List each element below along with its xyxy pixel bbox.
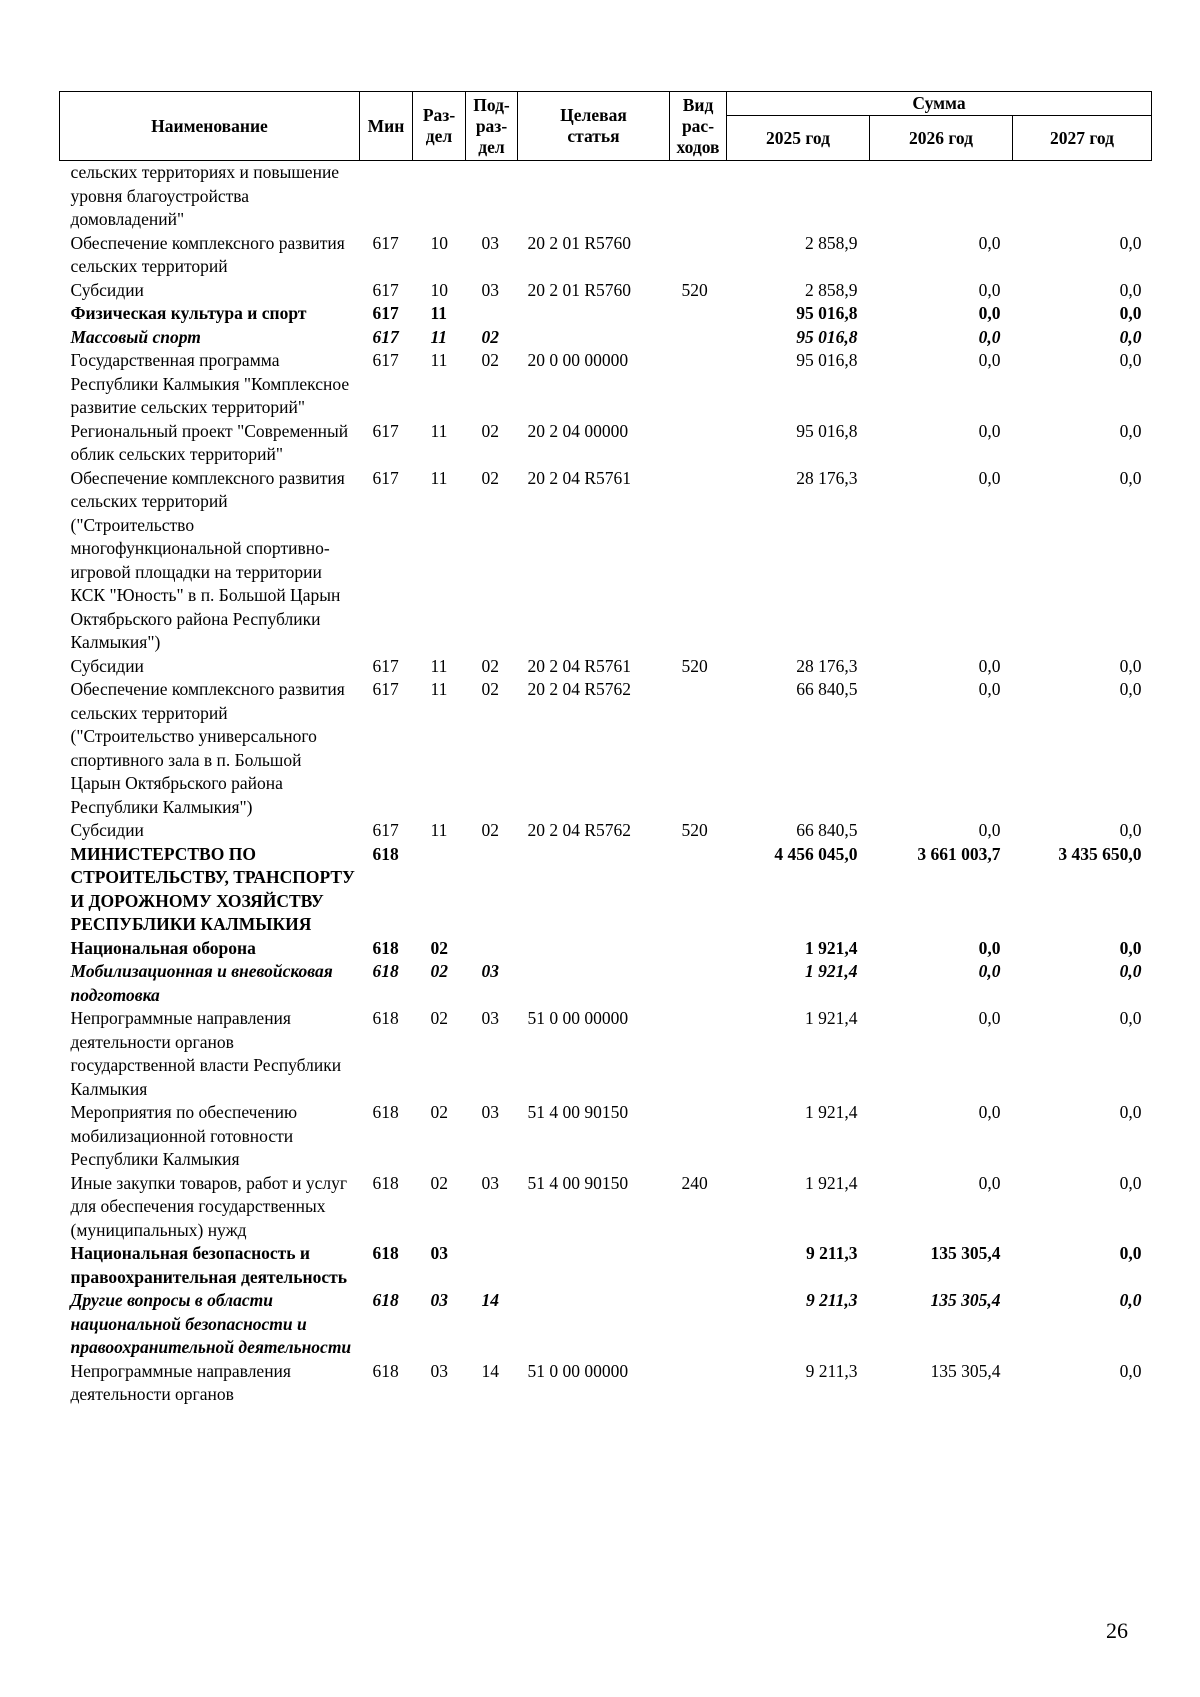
cell-razdel xyxy=(413,161,466,232)
table-row xyxy=(60,349,1152,420)
header-podrazdel: Под- раз- дел xyxy=(466,92,518,161)
cell-vid-rashodov xyxy=(670,960,727,1007)
cell-sum-2027 xyxy=(1013,161,1152,232)
cell-sum-2025: 1 921,4 xyxy=(805,937,858,958)
header-razdel: Раз- дел xyxy=(413,92,466,161)
cell-razdel: 11 xyxy=(430,679,448,699)
table-row xyxy=(60,302,1152,326)
table-row xyxy=(60,1007,1152,1101)
cell-sum-2027: 0,0 xyxy=(1119,350,1142,370)
cell-sum-2026: 135 305,4 xyxy=(930,1290,1001,1310)
cell-celevaya-statya: 20 2 04 R5761 xyxy=(527,655,632,676)
cell-sum-2027: 3 435 650,0 xyxy=(1058,843,1142,864)
cell-sum-2025: 1 921,4 xyxy=(805,1102,858,1122)
table-row xyxy=(60,1242,1152,1289)
table-row xyxy=(60,467,1152,655)
cell-sum-2026: 0,0 xyxy=(978,1008,1001,1028)
cell-sum-2025: 95 016,8 xyxy=(796,326,858,347)
cell-min: 617 xyxy=(372,679,399,699)
table-body xyxy=(60,161,1152,1407)
cell-podrazdel: 02 xyxy=(481,326,499,347)
cell-sum-2026: 0,0 xyxy=(978,350,1001,370)
cell-sum-2027: 0,0 xyxy=(1119,937,1142,958)
table-row xyxy=(60,161,1152,232)
cell-vid-rashodov xyxy=(670,1242,727,1289)
cell-sum-2025: 1 921,4 xyxy=(805,1172,858,1193)
cell-podrazdel xyxy=(466,1242,518,1289)
cell-razdel: 11 xyxy=(430,467,448,488)
header-celevaya-statya: Целевая статья xyxy=(518,92,670,161)
header-year-2027: 2027 год xyxy=(1013,116,1152,161)
table-row xyxy=(60,678,1152,819)
cell-sum-2026: 0,0 xyxy=(978,961,1001,981)
cell-razdel: 10 xyxy=(430,232,448,253)
header-vid-rashodov: Вид рас- ходов xyxy=(670,92,727,161)
cell-vid-rashodov xyxy=(670,843,727,937)
cell-sum-2027: 0,0 xyxy=(1119,232,1142,253)
cell-razdel xyxy=(413,843,466,937)
table-row xyxy=(60,960,1152,1007)
cell-sum-2027: 0,0 xyxy=(1119,1360,1142,1381)
cell-sum-2025: 28 176,3 xyxy=(796,655,858,676)
cell-sum-2026: 0,0 xyxy=(978,326,1001,347)
cell-vid-rashodov xyxy=(670,1360,727,1407)
cell-min: 617 xyxy=(372,350,399,370)
cell-vid-rashodov: 520 xyxy=(681,655,708,676)
cell-celevaya-statya: 20 2 04 R5762 xyxy=(527,820,632,840)
cell-celevaya-statya: 20 2 04 R5762 xyxy=(527,679,632,699)
cell-sum-2025: 9 211,3 xyxy=(805,1360,858,1381)
table-row xyxy=(60,937,1152,961)
table-row xyxy=(60,1289,1152,1360)
cell-sum-2025: 2 858,9 xyxy=(805,232,858,253)
cell-razdel: 03 xyxy=(430,1290,448,1310)
cell-razdel: 11 xyxy=(430,350,448,370)
cell-min: 618 xyxy=(372,1102,399,1122)
cell-sum-2027: 0,0 xyxy=(1119,679,1142,699)
cell-sum-2027: 0,0 xyxy=(1119,1172,1142,1193)
cell-sum-2027: 0,0 xyxy=(1119,467,1142,488)
cell-celevaya-statya: 20 2 04 00000 xyxy=(527,420,629,441)
cell-sum-2025: 95 016,8 xyxy=(796,350,858,370)
cell-sum-2025: 1 921,4 xyxy=(805,961,858,981)
cell-podrazdel: 03 xyxy=(481,1172,499,1193)
cell-celevaya-statya: 20 2 01 R5760 xyxy=(527,279,632,300)
cell-podrazdel: 03 xyxy=(481,961,499,981)
cell-min: 618 xyxy=(372,961,399,981)
cell-sum-2025: 9 211,3 xyxy=(805,1290,858,1310)
cell-sum-2025: 66 840,5 xyxy=(796,820,858,840)
header-year-2025: 2025 год xyxy=(727,116,870,161)
table-row xyxy=(60,1172,1152,1243)
cell-name: Непрограммные направления деятельности органов xyxy=(70,1360,291,1404)
cell-sum-2027: 0,0 xyxy=(1119,820,1142,840)
cell-sum-2026: 135 305,4 xyxy=(930,1360,1001,1381)
cell-razdel: 02 xyxy=(430,961,448,981)
cell-podrazdel: 02 xyxy=(481,350,499,370)
cell-podrazdel: 02 xyxy=(481,820,499,840)
cell-vid-rashodov xyxy=(670,1007,727,1101)
cell-name: Физическая культура и спорт xyxy=(70,303,307,323)
cell-celevaya-statya: 51 4 00 90150 xyxy=(527,1102,629,1122)
cell-razdel: 11 xyxy=(430,820,448,840)
cell-sum-2026: 0,0 xyxy=(978,420,1001,441)
cell-name: Государственная программа Республики Калмыкия "Комплексное развитие сельских территорий" xyxy=(70,350,350,417)
cell-sum-2026: 0,0 xyxy=(978,820,1001,840)
cell-razdel: 11 xyxy=(430,303,448,323)
cell-sum-2026: 0,0 xyxy=(978,1172,1001,1193)
cell-razdel: 11 xyxy=(430,655,448,676)
cell-min: 617 xyxy=(372,232,399,253)
cell-name: МИНИСТЕРСТВО ПО СТРОИТЕЛЬСТВУ, ТРАНСПОРТУ И ДОРОЖНОМУ ХОЗЯЙСТВУ РЕСПУБЛИКИ КАЛМЫКИЯ xyxy=(70,843,355,934)
table-header xyxy=(60,92,1152,161)
cell-sum-2026: 0,0 xyxy=(978,1102,1001,1122)
cell-celevaya-statya: 51 4 00 90150 xyxy=(527,1172,629,1193)
cell-vid-rashodov xyxy=(670,326,727,350)
cell-vid-rashodov xyxy=(670,302,727,326)
cell-sum-2026: 0,0 xyxy=(978,279,1001,300)
cell-min: 617 xyxy=(372,326,399,347)
cell-sum-2026: 0,0 xyxy=(978,232,1001,253)
cell-sum-2025: 4 456 045,0 xyxy=(774,843,858,864)
cell-razdel: 02 xyxy=(430,937,448,958)
cell-sum-2027: 0,0 xyxy=(1119,1290,1142,1310)
cell-razdel: 11 xyxy=(430,420,448,441)
cell-sum-2027: 0,0 xyxy=(1119,1102,1142,1122)
cell-sum-2026: 0,0 xyxy=(978,937,1001,958)
cell-sum-2025: 95 016,8 xyxy=(796,420,858,441)
cell-min: 617 xyxy=(372,655,399,676)
cell-name: Обеспечение комплексного развития сельских территорий ("Строительство многофункциональной спортивно-игровой площадки на территории КСК "Юность" в п. Большой Царын Октябрьского района Республики Калмыкия") xyxy=(70,467,345,652)
cell-vid-rashodov xyxy=(670,232,727,279)
cell-sum-2026: 0,0 xyxy=(978,303,1001,323)
cell-min: 618 xyxy=(372,843,399,864)
cell-name: Субсидии xyxy=(70,279,144,300)
cell-vid-rashodov xyxy=(670,349,727,420)
cell-name: Национальная оборона xyxy=(70,937,256,958)
cell-sum-2027: 0,0 xyxy=(1119,303,1142,323)
cell-sum-2026: 3 661 003,7 xyxy=(917,843,1001,864)
cell-sum-2026: 0,0 xyxy=(978,467,1001,488)
cell-sum-2027: 0,0 xyxy=(1119,1008,1142,1028)
cell-min: 617 xyxy=(372,279,399,300)
cell-min: 617 xyxy=(372,303,399,323)
header-min: Мин xyxy=(360,92,413,161)
header-year-2026: 2026 год xyxy=(870,116,1013,161)
cell-min: 617 xyxy=(372,820,399,840)
cell-razdel: 10 xyxy=(430,279,448,300)
cell-sum-2026: 0,0 xyxy=(978,655,1001,676)
cell-name: Обеспечение комплексного развития сельских территорий ("Строительство универсального спортивного зала в п. Большой Царын Октябрьского района Республики Калмыкия") xyxy=(70,679,345,817)
cell-min xyxy=(360,161,413,232)
table-row xyxy=(60,1101,1152,1172)
cell-sum-2026: 135 305,4 xyxy=(930,1243,1001,1263)
table-row xyxy=(60,326,1152,350)
cell-razdel: 02 xyxy=(430,1008,448,1028)
cell-vid-rashodov xyxy=(670,161,727,232)
cell-sum-2027: 0,0 xyxy=(1119,326,1142,347)
cell-celevaya-statya: 20 2 01 R5760 xyxy=(527,232,632,253)
cell-vid-rashodov xyxy=(670,678,727,819)
cell-celevaya-statya xyxy=(518,1242,670,1289)
cell-name: сельских территориях и повышение уровня благоустройства домовладений" xyxy=(70,162,340,229)
cell-podrazdel: 14 xyxy=(481,1290,499,1310)
cell-sum-2025: 28 176,3 xyxy=(796,467,858,488)
cell-sum-2025: 9 211,3 xyxy=(805,1243,858,1263)
cell-vid-rashodov xyxy=(670,1101,727,1172)
cell-name: Мобилизационная и вневойсковая подготовка xyxy=(70,961,333,1005)
cell-celevaya-statya xyxy=(518,161,670,232)
cell-name: Субсидии xyxy=(70,655,144,676)
cell-sum-2025: 95 016,8 xyxy=(796,303,858,323)
cell-sum-2027: 0,0 xyxy=(1119,420,1142,441)
cell-name: Региональный проект "Современный облик сельских территорий" xyxy=(70,420,349,464)
cell-sum-2026 xyxy=(870,161,1013,232)
cell-name: Массовый спорт xyxy=(70,326,201,347)
cell-sum-2027: 0,0 xyxy=(1119,655,1142,676)
cell-sum-2027: 0,0 xyxy=(1119,961,1142,981)
cell-celevaya-statya xyxy=(518,937,670,961)
cell-vid-rashodov: 520 xyxy=(681,279,708,300)
cell-celevaya-statya: 51 0 00 00000 xyxy=(527,1360,629,1381)
cell-name: Обеспечение комплексного развития сельских территорий xyxy=(70,232,345,276)
table-row xyxy=(60,1360,1152,1407)
cell-min: 618 xyxy=(372,1243,399,1263)
cell-celevaya-statya: 51 0 00 00000 xyxy=(527,1008,629,1028)
cell-celevaya-statya: 20 2 04 R5761 xyxy=(527,467,632,488)
cell-sum-2027: 0,0 xyxy=(1119,1243,1142,1263)
cell-vid-rashodov: 240 xyxy=(681,1172,708,1193)
cell-podrazdel xyxy=(466,843,518,937)
cell-name: Иные закупки товаров, работ и услуг для обеспечения государственных (муниципальных) нужд xyxy=(70,1172,348,1240)
table-row xyxy=(60,843,1152,937)
cell-razdel: 02 xyxy=(430,1172,448,1193)
cell-name: Национальная безопасность и правоохранительная деятельность xyxy=(70,1243,347,1287)
cell-celevaya-statya xyxy=(518,843,670,937)
cell-vid-rashodov xyxy=(670,420,727,467)
table-row xyxy=(60,819,1152,843)
cell-razdel: 03 xyxy=(430,1243,448,1263)
cell-razdel: 02 xyxy=(430,1102,448,1122)
page-number: 26 xyxy=(1106,1618,1128,1643)
cell-min: 617 xyxy=(372,467,399,488)
cell-sum-2027: 0,0 xyxy=(1119,279,1142,300)
cell-podrazdel: 03 xyxy=(481,1102,499,1122)
cell-sum-2026: 0,0 xyxy=(978,679,1001,699)
table-row xyxy=(60,232,1152,279)
header-name: Наименование xyxy=(60,92,360,161)
cell-podrazdel: 02 xyxy=(481,420,499,441)
cell-celevaya-statya xyxy=(518,326,670,350)
cell-vid-rashodov xyxy=(670,467,727,655)
cell-min: 618 xyxy=(372,1172,399,1193)
cell-sum-2025: 1 921,4 xyxy=(805,1008,858,1028)
cell-min: 618 xyxy=(372,1290,399,1310)
cell-razdel: 11 xyxy=(430,326,448,347)
cell-name: Непрограммные направления деятельности органов государственной власти Республики Калмыкия xyxy=(70,1008,342,1099)
cell-podrazdel xyxy=(466,937,518,961)
cell-podrazdel xyxy=(466,161,518,232)
cell-min: 618 xyxy=(372,1360,399,1381)
cell-podrazdel: 02 xyxy=(481,679,499,699)
cell-name: Другие вопросы в области национальной безопасности и правоохранительной деятельности xyxy=(70,1290,352,1357)
table-row xyxy=(60,655,1152,679)
cell-razdel: 03 xyxy=(430,1360,448,1381)
cell-sum-2025 xyxy=(727,161,870,232)
cell-sum-2025: 2 858,9 xyxy=(805,279,858,300)
cell-podrazdel xyxy=(466,302,518,326)
cell-podrazdel: 02 xyxy=(481,467,499,488)
cell-name: Субсидии xyxy=(70,820,144,840)
cell-celevaya-statya: 20 0 00 00000 xyxy=(527,350,629,370)
cell-podrazdel: 03 xyxy=(481,279,499,300)
budget-table xyxy=(59,91,1152,1407)
table-row xyxy=(60,420,1152,467)
cell-podrazdel: 14 xyxy=(481,1360,499,1381)
cell-celevaya-statya xyxy=(518,302,670,326)
cell-min: 618 xyxy=(372,937,399,958)
cell-sum-2025: 66 840,5 xyxy=(796,679,858,699)
cell-vid-rashodov xyxy=(670,1289,727,1360)
cell-celevaya-statya xyxy=(518,960,670,1007)
cell-celevaya-statya xyxy=(518,1289,670,1360)
cell-min: 618 xyxy=(372,1008,399,1028)
cell-vid-rashodov: 520 xyxy=(681,820,708,840)
cell-podrazdel: 03 xyxy=(481,232,499,253)
cell-podrazdel: 02 xyxy=(481,655,499,676)
cell-podrazdel: 03 xyxy=(481,1008,499,1028)
cell-vid-rashodov xyxy=(670,937,727,961)
header-summa: Сумма xyxy=(727,92,1152,116)
table-row xyxy=(60,279,1152,303)
cell-min: 617 xyxy=(372,420,399,441)
cell-name: Мероприятия по обеспечению мобилизационной готовности Республики Калмыкия xyxy=(70,1102,298,1169)
